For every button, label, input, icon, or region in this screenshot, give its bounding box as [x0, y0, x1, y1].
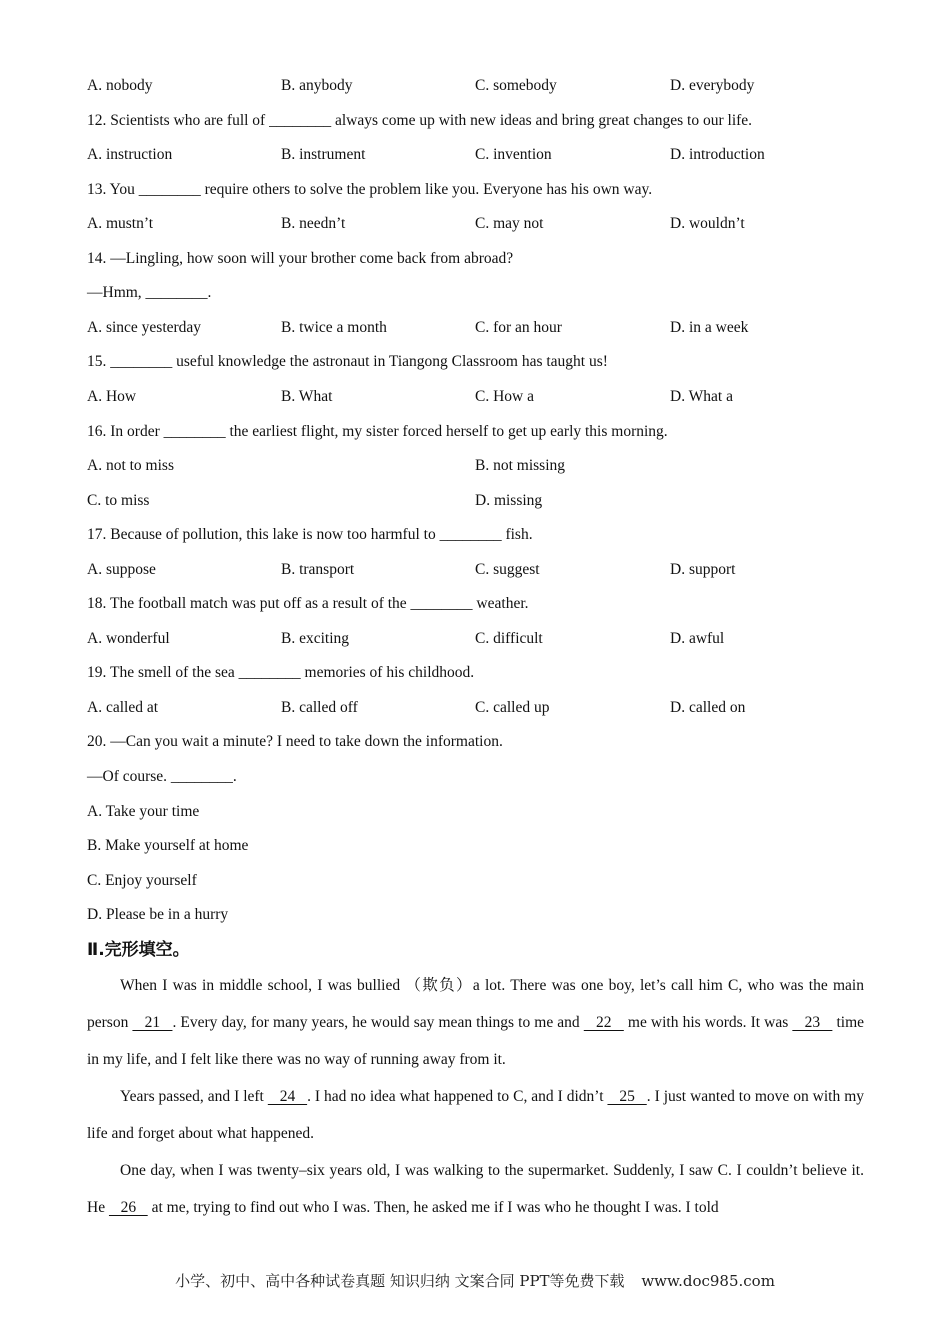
- q14-stem: 14. —Lingling, how soon will your brother come back from abroad?: [87, 250, 514, 267]
- option-c: C. difficult: [475, 630, 543, 647]
- option-b: B. What: [281, 388, 333, 405]
- option-c: C. somebody: [475, 77, 557, 94]
- q20-option-c: C. Enjoy yourself: [87, 872, 197, 889]
- q12-options: [87, 145, 867, 165]
- q16-options-row1: [87, 456, 867, 476]
- option-a: A. since yesterday: [87, 319, 202, 336]
- q13-options: [87, 214, 867, 234]
- option-c: C. for an hour: [475, 319, 562, 336]
- q20-option-b: B. Make yourself at home: [87, 837, 249, 854]
- option-a: A. instruction: [87, 146, 173, 163]
- text: One day, when I was twenty–six years old, I was walking to the supermarket. Suddenly, I saw C. I couldn’t believe it. He: [87, 1162, 864, 1216]
- option-d: D. called on: [670, 699, 746, 716]
- blank-23: 23: [792, 1014, 833, 1031]
- q12-stem: 12. Scientists who are full of ________ always come up with new ideas and bring great changes to our life.: [87, 112, 753, 129]
- blank-21: 21: [132, 1014, 173, 1031]
- q20-option-d: D. Please be in a hurry: [87, 906, 229, 923]
- option-d: D. introduction: [670, 146, 765, 163]
- option-a: A. How: [87, 388, 137, 405]
- footer-text: 小学、初中、高中各种试卷真题 知识归纳 文案合同 PPT等免费下载: [175, 1272, 625, 1290]
- cloze-passage: [87, 967, 864, 1226]
- option-c: C. called up: [475, 699, 550, 716]
- option-d: D. awful: [670, 630, 725, 647]
- text: time in my life, and I felt like there was no way of running away from it.: [87, 1014, 865, 1068]
- text: . I just wanted to move on with my life and forget about what happened.: [87, 1088, 865, 1142]
- option-a: A. not to miss: [87, 457, 174, 474]
- option-b: B. needn’t: [281, 215, 346, 232]
- option-d: D. wouldn’t: [670, 215, 745, 232]
- blank-22: 22: [583, 1014, 624, 1031]
- option-a: A. called at: [87, 699, 159, 716]
- option-b: B. exciting: [281, 630, 350, 647]
- option-c: C. How a: [475, 388, 534, 405]
- blank-25: 25: [607, 1088, 647, 1105]
- option-c: C. invention: [475, 146, 552, 163]
- option-b: B. not missing: [475, 457, 566, 474]
- option-b: B. called off: [281, 699, 358, 716]
- q13-stem: 13. You ________ require others to solve the problem like you. Everyone has his own way.: [87, 181, 653, 198]
- option-d: D. What a: [670, 388, 733, 405]
- option-b: B. instrument: [281, 146, 366, 163]
- q19-options: [87, 698, 867, 718]
- q15-options: [87, 387, 867, 407]
- q18-options: [87, 629, 867, 649]
- option-c: C. to miss: [87, 492, 150, 509]
- option-a: A. nobody: [87, 77, 153, 94]
- q20-stem: 20. —Can you wait a minute? I need to take down the information.: [87, 733, 503, 750]
- option-c: C. suggest: [475, 561, 540, 578]
- page-footer: [0, 1270, 950, 1291]
- option-d: D. missing: [475, 492, 543, 509]
- q17-options: [87, 560, 867, 580]
- option-d: D. everybody: [670, 77, 755, 94]
- q11-options: [87, 76, 867, 96]
- text: When I was in middle school, I was bullied （欺负）a lot. There was one boy, let’s call him C, who was the main person: [87, 977, 864, 1031]
- text: . I had no idea what happened to C, and I didn’t: [307, 1088, 608, 1105]
- q14-reply: —Hmm, ________.: [87, 284, 212, 301]
- blank-24: 24: [267, 1088, 308, 1105]
- q15-stem: 15. ________ useful knowledge the astronaut in Tiangong Classroom has taught us!: [87, 353, 608, 370]
- q17-stem: 17. Because of pollution, this lake is now too harmful to ________ fish.: [87, 526, 533, 543]
- q19-stem: 19. The smell of the sea ________ memories of his childhood.: [87, 664, 475, 681]
- blank-26: 26: [108, 1199, 148, 1216]
- option-d: D. support: [670, 561, 736, 578]
- q20-reply: —Of course. ________.: [87, 768, 237, 785]
- footer-url: www.doc985.com: [641, 1272, 775, 1290]
- paragraph-1: [87, 967, 864, 1078]
- q14-options: [87, 318, 867, 338]
- paragraph-3: [87, 1152, 864, 1226]
- q16-stem: 16. In order ________ the earliest flight, my sister forced herself to get up early this morning.: [87, 423, 668, 440]
- option-b: B. anybody: [281, 77, 353, 94]
- text: . Every day, for many years, he would say mean things to me and: [172, 1014, 584, 1031]
- option-a: A. wonderful: [87, 630, 170, 647]
- q20-option-a: A. Take your time: [87, 803, 200, 820]
- text: at me, trying to find out who I was. Then, he asked me if I was who he thought I was. I told: [147, 1199, 719, 1216]
- option-d: D. in a week: [670, 319, 749, 336]
- option-b: B. twice a month: [281, 319, 387, 336]
- q16-options-row2: [87, 491, 867, 511]
- option-a: A. mustn’t: [87, 215, 154, 232]
- text: me with his words. It was: [623, 1014, 793, 1031]
- option-a: A. suppose: [87, 561, 156, 578]
- q18-stem: 18. The football match was put off as a result of the ________ weather.: [87, 595, 529, 612]
- text: Years passed, and I left: [120, 1088, 268, 1105]
- section-heading: Ⅱ.完形填空。: [87, 940, 190, 960]
- option-c: C. may not: [475, 215, 544, 232]
- paragraph-2: [87, 1078, 864, 1152]
- option-b: B. transport: [281, 561, 355, 578]
